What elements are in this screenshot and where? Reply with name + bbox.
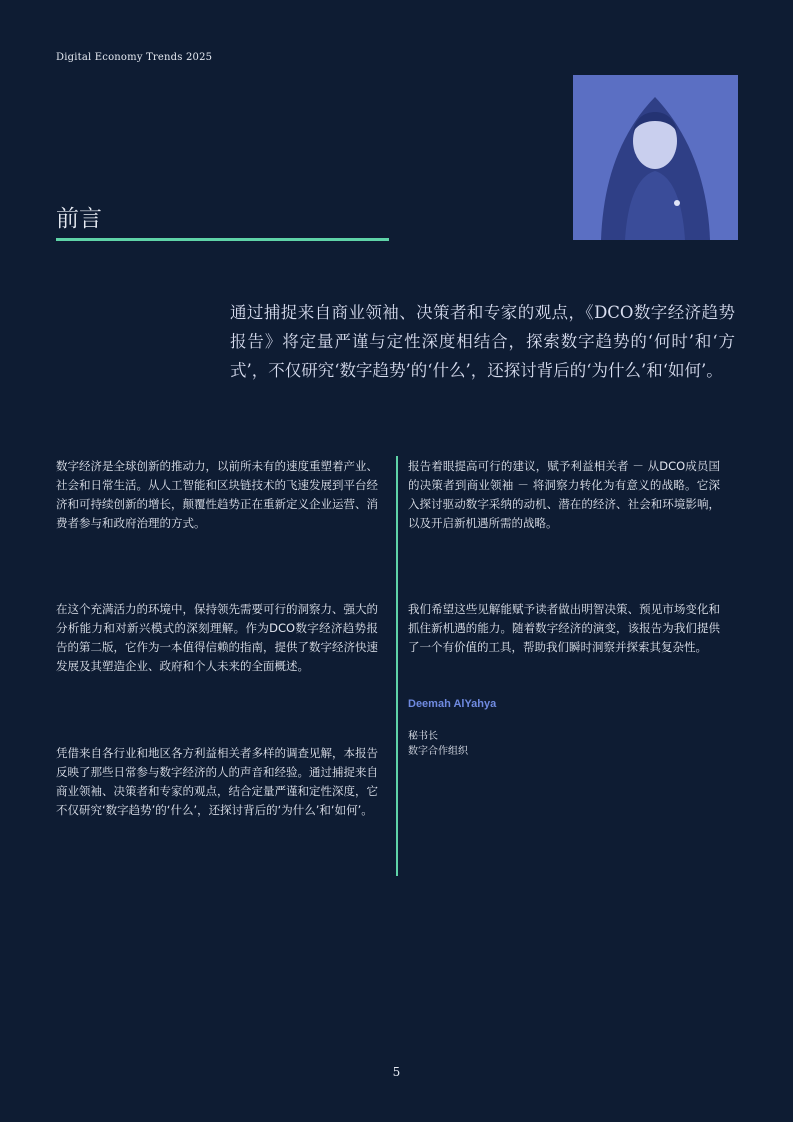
title-underline: [56, 238, 389, 241]
pull-quote: 通过捕捉来自商业领袖、决策者和专家的观点，《DCO数字经济趋势报告》将定量严谨与定性深度相结合，探索数字趋势的‘何时’和‘方式’，不仅研究‘数字趋势’的‘什么’，还探讨背后的‘为什么’和‘如何’。: [230, 303, 735, 380]
left-paragraph-1: 数字经济是全球创新的推动力，以前所未有的速度重塑着产业、社会和日常生活。从人工智能和区块链技术的飞速发展到平台经济和可持续创新的增长，颠覆性趋势正在重新定义企业运营、消费者参与和政府治理的方式。: [56, 459, 378, 530]
signature-name: Deemah AlYahya: [408, 698, 497, 710]
signature-title: 秘书长: [408, 731, 438, 742]
signature-organization: 数字合作组织: [408, 746, 468, 757]
author-portrait: [573, 75, 738, 240]
running-header: Digital Economy Trends 2025: [56, 52, 213, 63]
signature-role: [408, 729, 468, 759]
left-paragraph-2: 在这个充满活力的环境中，保持领先需要可行的洞察力、强大的分析能力和对新兴模式的深刻理解。作为DCO数字经济趋势报告的第二版，它作为一本值得信赖的指南，提供了数字经济快速发展及其塑造企业、政府和个人未来的全面概述。: [56, 602, 378, 673]
column-divider: [396, 456, 398, 876]
left-paragraph-3: 凭借来自各行业和地区各方利益相关者多样的调查见解，本报告反映了那些日常参与数字经济的人的声音和经验。通过捕捉来自商业领袖、决策者和专家的观点，结合定量严谨和定性深度，它不仅研究‘数字趋势’的‘什么’，还探讨背后的‘为什么’和‘如何’。: [56, 746, 378, 817]
right-paragraph-2: 我们希望这些见解能赋予读者做出明智决策、预见市场变化和抓住新机遇的能力。随着数字经济的演变，该报告为我们提供了一个有价值的工具，帮助我们瞬时洞察并探索其复杂性。: [408, 602, 720, 654]
right-paragraph-1: 报告着眼提高可行的建议，赋予利益相关者 － 从DCO成员国的决策者到商业领袖 － 将洞察力转化为有意义的战略。它深入探讨驱动数字采纳的动机、潜在的经济、社会和环境影响，以及开启新机遇所需的战略。: [408, 459, 720, 530]
page-title: 前言: [56, 206, 102, 232]
page-number: 5: [392, 1065, 401, 1079]
